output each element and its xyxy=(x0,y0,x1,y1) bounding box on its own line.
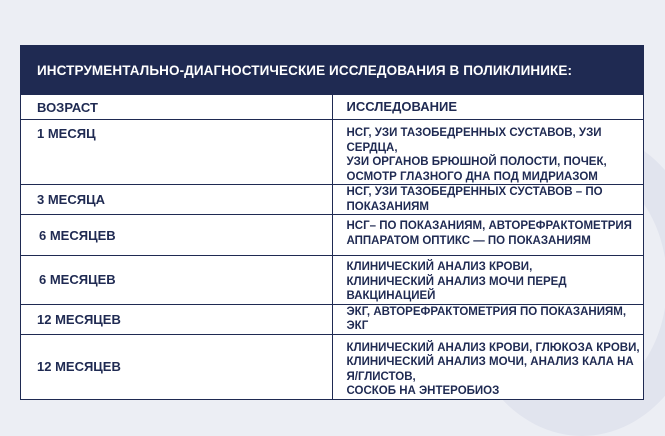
study-line: КЛИНИЧЕСКИЙ АНАЛИЗ КРОВИ, xyxy=(346,261,533,273)
row-study xyxy=(332,304,644,334)
row-study xyxy=(332,256,644,305)
study-line: ЭКГ, АВТОРЕФРАКТОМЕТРИЯ ПО ПОКАЗАНИЯМ, ЭКГ xyxy=(346,305,627,332)
row-age: 12 МЕСЯЦЕВ xyxy=(21,334,333,399)
table-row xyxy=(21,120,644,185)
table-header-row xyxy=(21,95,644,120)
table-title: ИНСТРУМЕНТАЛЬНО-ДИАГНОСТИЧЕСКИЕ ИССЛЕДОВАНИЯ В ПОЛИКЛИНИКЕ: xyxy=(21,46,644,95)
study-line: СОСКОБ НА ЭНТЕРОБИОЗ xyxy=(346,385,500,397)
study-line: НСГ– ПО ПОКАЗАНИЯМ, АВТОРЕФРАКТОМЕТРИЯ xyxy=(346,220,632,232)
row-age: 3 МЕСЯЦА xyxy=(21,185,333,215)
table-row xyxy=(21,304,644,334)
study-line: УЗИ ОРГАНОВ БРЮШНОЙ ПОЛОСТИ, ПОЧЕК, xyxy=(346,156,607,168)
row-age: 6 МЕСЯЦЕВ xyxy=(21,215,333,256)
table-row xyxy=(21,185,644,215)
header-study: ИССЛЕДОВАНИЕ xyxy=(332,95,644,120)
study-line: ОСМОТР ГЛАЗНОГО ДНА ПОД МИДРИАЗОМ xyxy=(346,170,598,183)
table-row xyxy=(21,334,644,399)
study-line: КЛИНИЧЕСКИЙ АНАЛИЗ КРОВИ, ГЛЮКОЗА КРОВИ, xyxy=(346,341,640,354)
row-study xyxy=(332,185,644,215)
diagnostics-table-container xyxy=(20,45,644,400)
row-study xyxy=(332,120,644,185)
diagnostics-table xyxy=(20,45,644,400)
study-line: НСГ, УЗИ ТАЗОБЕДРЕННЫХ СУСТАВОВ, УЗИ СЕРДЦА, xyxy=(346,127,602,154)
table-title-row xyxy=(21,46,644,95)
study-line: КЛИНИЧЕСКИЙ АНАЛИЗ МОЧИ ПЕРЕД ВАКЦИНАЦИЕЙ xyxy=(346,275,567,302)
table-row xyxy=(21,256,644,305)
row-age: 6 МЕСЯЦЕВ xyxy=(21,256,333,305)
header-age: ВОЗРАСТ xyxy=(21,95,333,120)
study-line: АППАРАТОМ ОПТИКС — ПО ПОКАЗАНИЯМ xyxy=(346,234,591,247)
row-study xyxy=(332,215,644,256)
study-line: НСГ, УЗИ ТАЗОБЕДРЕННЫХ СУСТАВОВ – ПО ПОКАЗАНИЯМ xyxy=(346,186,603,213)
row-age: 1 МЕСЯЦ xyxy=(21,120,333,185)
row-age: 12 МЕСЯЦЕВ xyxy=(21,304,333,334)
table-row xyxy=(21,215,644,256)
row-study xyxy=(332,334,644,399)
study-line: КЛИНИЧЕСКИЙ АНАЛИЗ МОЧИ, АНАЛИЗ КАЛА НА Я/ГЛИСТОВ, xyxy=(346,356,634,383)
